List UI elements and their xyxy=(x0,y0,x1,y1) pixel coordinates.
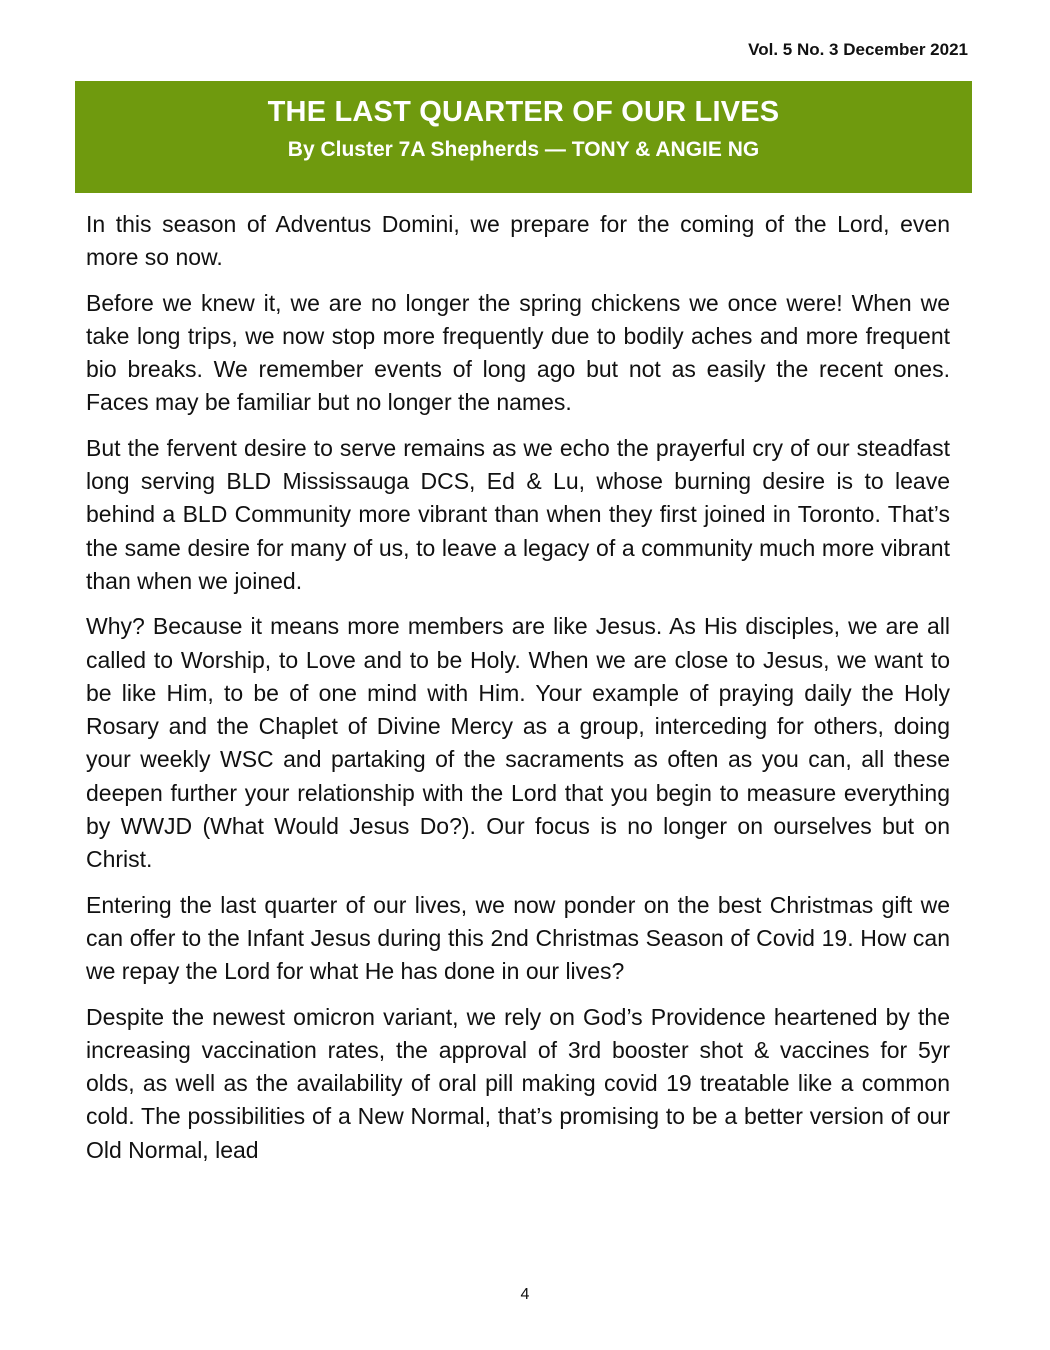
issue-info: Vol. 5 No. 3 December 2021 xyxy=(748,40,968,59)
article-body xyxy=(86,208,950,1179)
paragraph: But the fervent desire to serve remains as we echo the prayerful cry of our steadfast long serving BLD Mississauga DCS, Ed & Lu, whose burning desire is to leave behind a BLD Community more vibrant than when they first joined in Toronto. That’s the same desire for many of us, to leave a legacy of a community much more vibrant than when we joined. xyxy=(86,434,950,594)
paragraph: Why? Because it means more members are like Jesus. As His disciples, we are all called to Worship, to Love and to be Holy. When we are close to Jesus, we want to be like Him, to be of one mind with Him. Your example of praying daily the Holy Rosary and the Chaplet of Divine Mercy as a group, interceding for others, doing your weekly WSC and partaking of the sacraments as often as you can, all these deepen further your relationship with the Lord that you begin to measure everything by WWJD (What Would Jesus Do?). Our focus is no longer on ourselves but on Christ. xyxy=(86,613,950,873)
paragraph: Before we knew it, we are no longer the spring chickens we once were! When we take long trips, we now stop more frequently due to bodily aches and more frequent bio breaks. We remember events of long ago but not as easily the recent ones. Faces may be familiar but no longer the names. xyxy=(86,289,950,416)
page-number: 4 xyxy=(520,1286,530,1303)
paragraph: In this season of Adventus Domini, we prepare for the coming of the Lord, even more so now. xyxy=(86,211,950,271)
paragraph: Despite the newest omicron variant, we rely on God’s Providence heartened by the increasing vaccination rates, the approval of 3rd booster shot & vaccines for 5yr olds, as well as the availability of oral pill making covid 19 treatable like a common cold. The possibilities of a New Normal, that’s promising to be a better version of our Old Normal, lead xyxy=(86,1003,950,1163)
paragraph: Entering the last quarter of our lives, we now ponder on the best Christmas gift we can offer to the Infant Jesus during this 2nd Christmas Season of Covid 19. How can we repay the Lord for what He has done in our lives? xyxy=(86,891,950,985)
article-title: THE LAST QUARTER OF OUR LIVES xyxy=(267,96,780,128)
title-banner xyxy=(75,81,972,193)
article-byline: By Cluster 7A Shepherds — TONY & ANGIE NG xyxy=(287,138,760,161)
